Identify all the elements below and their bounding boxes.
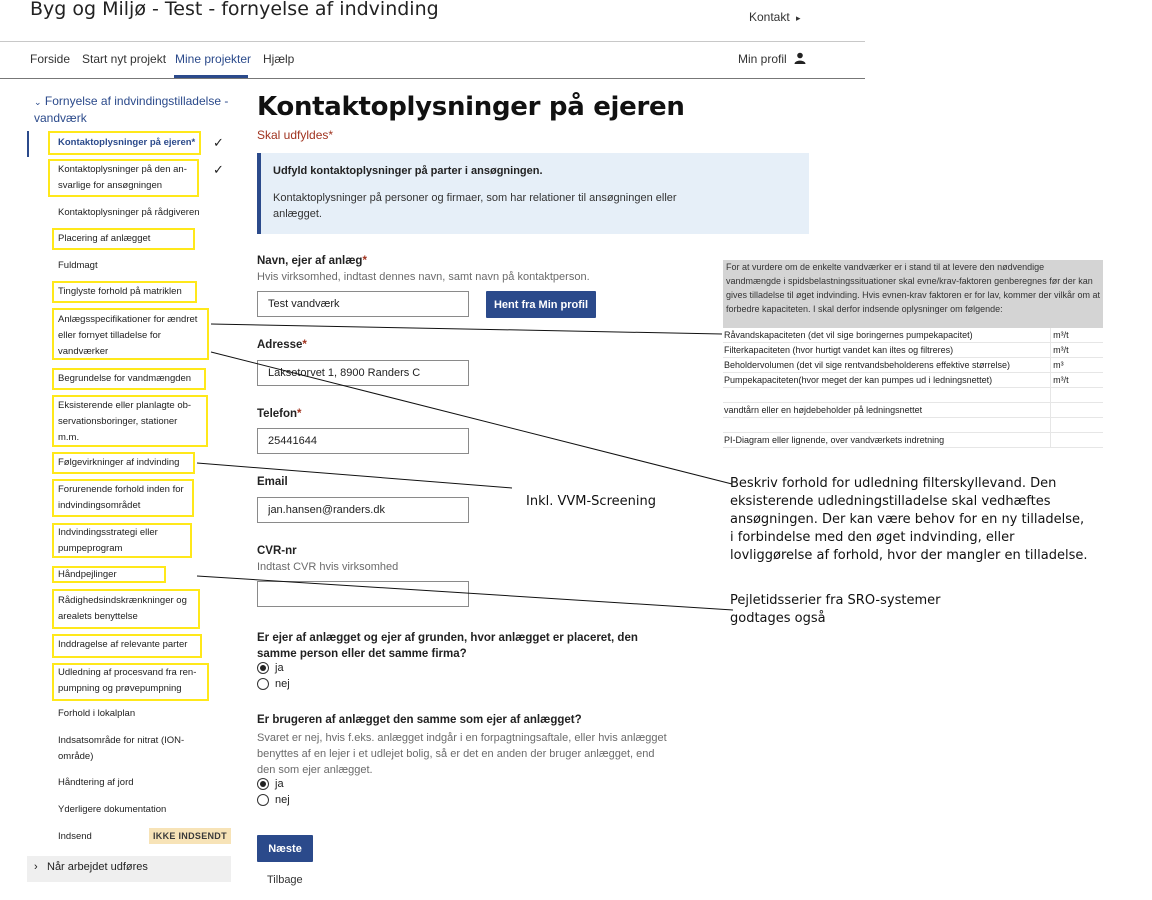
required-note: Skal udfyldes*: [257, 128, 334, 142]
q2-option-label: nej: [275, 794, 290, 806]
page-title: Kontaktoplysninger på ejeren: [257, 92, 685, 122]
sidebar-item-anlaegsspecifikationer[interactable]: Anlægsspecifikationer for ændret eller fornyet tilladelse for vandværker: [58, 314, 198, 357]
sidebar-item-indvindingsstrategi[interactable]: Indvindingsstrategi eller pumpeprogram: [58, 527, 158, 554]
sidebar-item-observationsboringer[interactable]: Eksisterende eller planlagte ob- servationsboringer, stationer m.m.: [58, 400, 192, 443]
sidebar-item-foelgevirkninger[interactable]: Følgevirkninger af indvinding: [58, 457, 180, 468]
annotation-table-intro: For at vurdere om de enkelte vandværker er i stand til at levere den nødvendige vandmængde i spidsbelastningssituationer skal evne/krav-faktoren genberegnes før der kan gives tilladelse til øget indvinding. Hvis evnen-krav faktoren er for lav, kommer der vilkår om at forbedre kapaciteten. I skal derfor indsende oplysninger om følgende:: [723, 260, 1103, 328]
q1-option-label: nej: [275, 678, 290, 690]
chevron-down-icon: ⌄: [34, 97, 42, 107]
sidebar-item-udledning[interactable]: Udledning af procesvand fra ren- pumpning og prøvepumpning: [58, 667, 197, 694]
nav-forside[interactable]: Forside: [30, 52, 71, 66]
checkmark-icon: ✓: [213, 135, 224, 150]
app-title: Byg og Miljø - Test - fornyelse af indvinding: [30, 0, 439, 20]
info-title: Udfyld kontaktoplysninger på parter i ansøgningen.: [273, 165, 543, 177]
cvr-label: CVR-nr: [257, 545, 297, 557]
next-button[interactable]: Næste: [257, 835, 313, 862]
sidebar-item-dokumentation[interactable]: Yderligere dokumentation: [58, 804, 167, 815]
annotation-vvm: Inkl. VVM-Screening: [526, 494, 656, 509]
sidebar-item-placering[interactable]: Placering af anlægget: [58, 233, 151, 244]
address-label: Adresse*: [257, 339, 307, 351]
q1-text: Er ejer af anlægget og ejer af grunden, hvor anlægget er placeret, den samme person eller det samme firma?: [257, 632, 638, 660]
checkmark-icon: ✓: [213, 162, 224, 177]
contact-label: Kontakt: [749, 10, 790, 24]
chevron-right-icon: ›: [34, 861, 38, 873]
sidebar-item-inddragelse[interactable]: Inddragelse af relevante parter: [58, 639, 188, 650]
q2-text: Er brugeren af anlægget den samme som ejer af anlægget?: [257, 714, 582, 726]
sidebar-item-nitrat[interactable]: Indsatsområde for nitrat (ION- område): [58, 735, 185, 762]
q2-hint: Svaret er nej, hvis f.eks. anlægget indgår i en forpagtningsaftale, eller hvis anlægget benyttes af en lejer i et udlejet bolig, så er det en anden der bruger anlægget, end den som ejer anlægget.: [257, 732, 667, 776]
cvr-hint: Indtast CVR hvis virksomhed: [257, 561, 399, 573]
nav-hjaelp[interactable]: Hjælp: [263, 52, 295, 66]
sidebar-item-lokalplan[interactable]: Forhold i lokalplan: [58, 708, 136, 719]
phone-label: Telefon*: [257, 408, 302, 420]
sidebar-item-jord[interactable]: Håndtering af jord: [58, 777, 134, 788]
connector-line: [211, 324, 722, 334]
sidebar-item-begrundelse[interactable]: Begrundelse for vandmængden: [58, 373, 192, 384]
sidebar-item-haandpejlinger[interactable]: Håndpejlinger: [58, 569, 117, 580]
email-label: Email: [257, 476, 288, 488]
sidebar-item-tinglyste[interactable]: Tinglyste forhold på matriklen: [58, 286, 182, 297]
info-text: Kontaktoplysninger på personer og firmaer, som har relationer til ansøgningen eller anlægget.: [273, 192, 677, 220]
table-row: Pumpekapaciteten(hvor meget der kan pumpes ud i ledningsnettet) m³/t: [723, 373, 1103, 388]
sidebar-item-raadgiveren[interactable]: Kontaktoplysninger på rådgiveren: [58, 207, 200, 218]
q1-option-label: ja: [275, 662, 284, 674]
status-badge: IKKE INDSENDT: [149, 828, 231, 844]
q2-option-label: ja: [275, 778, 284, 790]
name-label: Navn, ejer af anlæg*: [257, 255, 367, 267]
table-row: Råvandskapaciteten (det vil sige boringernes pumpekapacitet) m³/t: [723, 328, 1103, 343]
annotation-filter: Beskriv forhold for udledning filterskyllevand. Den eksisterende udledningstilladelse skal vedhæftes ansøgningen. Der kan være behov for en ny tilladelse, i forbindelse med den øget indvinding, eller lovliggørelse af forhold, hvor der mangler en tilladelse.: [730, 476, 1088, 563]
back-link[interactable]: Tilbage: [267, 874, 303, 886]
profile-label: Min profil: [738, 52, 787, 66]
chevron-right-icon: ▸: [796, 13, 801, 23]
table-row: Beholdervolumen (det vil sige rentvandsbeholderens effektive størrelse) m³: [723, 358, 1103, 373]
sidebar-item-raadighed[interactable]: Rådighedsindskrænkninger og arealets benyttelse: [58, 595, 187, 622]
sidebar-item-ansvarlige[interactable]: Kontaktoplysninger på den an- svarlige for ansøgningen: [58, 164, 187, 191]
sidebar-item-forurenende[interactable]: Forurenende forhold inden for indvindingsområdet: [58, 484, 184, 511]
name-hint: Hvis virksomhed, indtast dennes navn, samt navn på kontaktperson.: [257, 271, 590, 283]
sidebar-group-title: Fornyelse af indvindingstilladelse - vandværk: [34, 94, 229, 125]
nav-mine-projekter[interactable]: Mine projekter: [175, 52, 252, 66]
connector-line: [197, 576, 733, 610]
connector-line: [197, 463, 512, 488]
annotation-sro: Pejletidsserier fra SRO-systemer godtages også: [730, 593, 941, 626]
table-row: vandtårn eller en højdebeholder på ledningsnettet: [723, 403, 1103, 418]
fetch-profile-button[interactable]: Hent fra Min profil: [486, 291, 596, 318]
sidebar-footer-label: Når arbejdet udføres: [47, 861, 148, 873]
sidebar-item-indsend[interactable]: Indsend: [58, 831, 92, 842]
sidebar-item-fuldmagt[interactable]: Fuldmagt: [58, 260, 98, 271]
sidebar-item-ejeren[interactable]: Kontaktoplysninger på ejeren*: [58, 137, 196, 148]
table-row: Filterkapaciteten (hvor hurtigt vandet kan iltes og filtreres) m³/t: [723, 343, 1103, 358]
table-row: PI-Diagram eller lignende, over vandværkets indretning: [723, 433, 1103, 448]
nav-start-nyt-projekt[interactable]: Start nyt projekt: [82, 52, 167, 66]
connector-line: [211, 352, 732, 484]
